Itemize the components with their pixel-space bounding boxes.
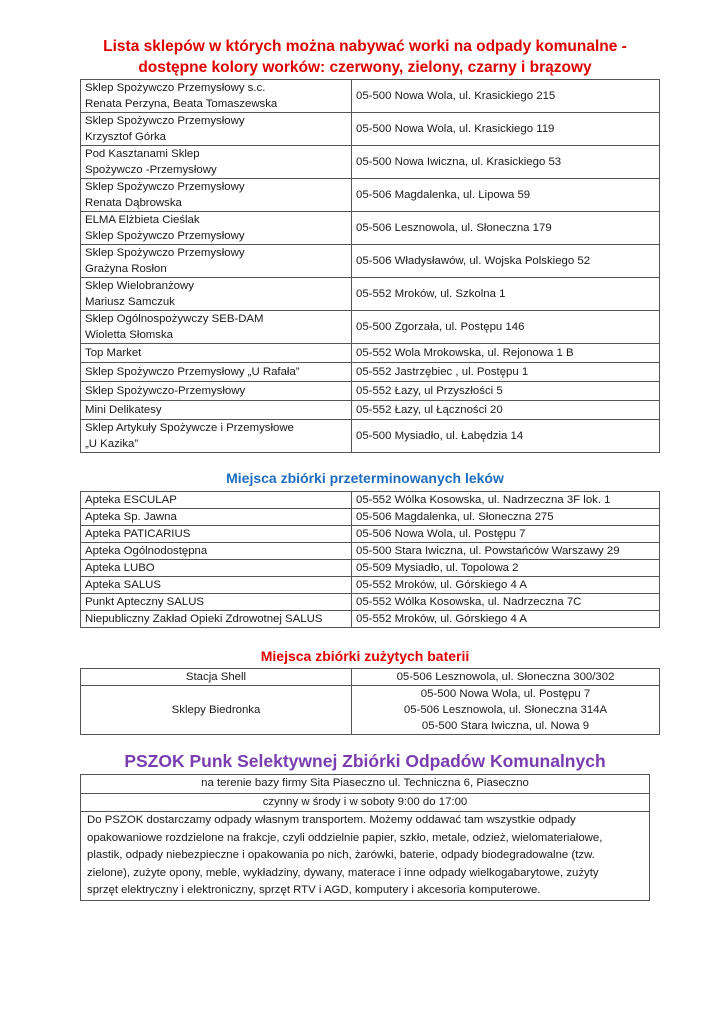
medicine-row — [81, 560, 660, 577]
shop-address: 05-500 Nowa Wola, ul. Krasickiego 215 — [352, 80, 660, 113]
shop-name-line: Sklep Artykuły Spożywcze i Przemysłowe — [85, 422, 294, 434]
shop-name — [81, 278, 352, 311]
shop-row — [81, 179, 660, 212]
pharmacy-name: Apteka Ogólnodostępna — [81, 543, 352, 560]
shop-address: 05-500 Mysiadło, ul. Łabędzia 14 — [352, 420, 660, 453]
shop-address: 05-552 Łazy, ul Przyszłości 5 — [352, 382, 660, 401]
pharmacy-address: 05-506 Nowa Wola, ul. Postępu 7 — [352, 526, 660, 543]
shop-address: 05-552 Wola Mrokowska, ul. Rejonowa 1 B — [352, 344, 660, 363]
pharmacy-address: 05-552 Mroków, ul. Górskiego 4 A — [352, 611, 660, 628]
medicine-row — [81, 577, 660, 594]
pszok-heading: PSZOK Punk Selektywnej Zbiórki Odpadów Komunalnych — [124, 751, 606, 771]
pharmacy-name: Apteka PATICARIUS — [81, 526, 352, 543]
battery-point-name: Sklepy Biedronka — [81, 686, 352, 735]
pszok-description-row — [81, 812, 650, 901]
pharmacy-address: 05-552 Wólka Kosowska, ul. Nadrzeczna 3F lok. 1 — [352, 492, 660, 509]
medicine-row — [81, 594, 660, 611]
shop-row — [81, 278, 660, 311]
shop-row — [81, 382, 660, 401]
shop-name-line: Krzysztof Górka — [85, 131, 167, 143]
pszok-location: na terenie bazy firmy Sita Piaseczno ul. Techniczna 6, Piaseczno — [81, 775, 650, 794]
shop-name-line: Top Market — [85, 347, 142, 359]
title-line-1: Lista sklepów w których można nabywać worki na odpady komunalne - — [103, 38, 627, 55]
shop-name-line: Pod Kasztanami Sklep — [85, 148, 200, 160]
shop-name-line: Mini Delikatesy — [85, 404, 162, 416]
shop-name — [81, 401, 352, 420]
medicine-row — [81, 492, 660, 509]
pszok-hours-row — [81, 793, 650, 812]
pszok-location-row — [81, 775, 650, 794]
shop-name-line: Sklep Spożywczo Przemysłowy — [85, 115, 245, 127]
pharmacy-address: 05-506 Magdalenka, ul. Słoneczna 275 — [352, 509, 660, 526]
shop-address: 05-500 Zgorzała, ul. Postępu 146 — [352, 311, 660, 344]
battery-address-line: 05-506 Lesznowola, ul. Słoneczna 300/302 — [396, 671, 615, 683]
medicines-table — [80, 491, 660, 628]
document-page — [80, 0, 650, 901]
shop-row — [81, 113, 660, 146]
shop-name-line: Mariusz Samczuk — [85, 296, 175, 308]
shop-row — [81, 146, 660, 179]
shop-row — [81, 420, 660, 453]
pszok-table — [80, 774, 650, 901]
shops-table — [80, 79, 660, 453]
title-line-2: dostępne kolory worków: czerwony, zielony, czarny i brązowy — [138, 59, 592, 76]
battery-point-name: Stacja Shell — [81, 669, 352, 686]
shop-address: 05-552 Jastrzębiec , ul. Postępu 1 — [352, 363, 660, 382]
pszok-hours: czynny w środy i w soboty 9:00 do 17:00 — [81, 793, 650, 812]
shop-name-line: ELMA Elżbieta Cieślak — [85, 214, 200, 226]
pszok-description-line: zielone), zużyte opony, meble, wykładziny, dywany, materace i inne odpady wielkogabarytowe, zużyty — [87, 866, 599, 879]
shop-name — [81, 382, 352, 401]
batteries-heading: Miejsca zbiórki zużytych baterii — [260, 648, 470, 664]
shop-name-line: Renata Dąbrowska — [85, 197, 182, 209]
shop-row — [81, 344, 660, 363]
medicine-row — [81, 509, 660, 526]
pszok-description-line: sprzęt elektryczny i elektroniczny, sprzęt RTV i AGD, komputery i akcesoria komputerowe. — [87, 884, 541, 896]
pharmacy-name: Apteka SALUS — [81, 577, 352, 594]
shop-name — [81, 363, 352, 382]
shop-name-line: Sklep Spożywczo Przemysłowy „U Rafała” — [85, 366, 300, 378]
medicine-row — [81, 543, 660, 560]
battery-address-line: 05-500 Nowa Wola, ul. Postępu 7 — [420, 688, 591, 700]
pharmacy-address: 05-552 Wólka Kosowska, ul. Nadrzeczna 7C — [352, 594, 660, 611]
shop-name-line: Sklep Ogólnospożywczy SEB-DAM — [85, 313, 264, 325]
shop-name-line: Sklep Spożywczo Przemysłowy — [85, 181, 245, 193]
battery-row — [81, 669, 660, 686]
shop-address: 05-500 Nowa Iwiczna, ul. Krasickiego 53 — [352, 146, 660, 179]
pszok-description — [81, 812, 650, 901]
pharmacy-address: 05-509 Mysiadło, ul. Topolowa 2 — [352, 560, 660, 577]
shop-address: 05-500 Nowa Wola, ul. Krasickiego 119 — [352, 113, 660, 146]
shop-name-line: Grażyna Rosłon — [85, 263, 167, 275]
pharmacy-name: Apteka ESCULAP — [81, 492, 352, 509]
shop-address: 05-506 Magdalenka, ul. Lipowa 59 — [352, 179, 660, 212]
pharmacy-name: Apteka Sp. Jawna — [81, 509, 352, 526]
shop-address: 05-552 Łazy, ul Łączności 20 — [352, 401, 660, 420]
battery-address-line: 05-506 Lesznowola, ul. Słoneczna 314A — [403, 704, 608, 716]
shop-row — [81, 212, 660, 245]
shop-name — [81, 311, 352, 344]
battery-point-addresses — [352, 686, 660, 735]
pharmacy-name: Apteka LUBO — [81, 560, 352, 577]
pharmacy-name: Punkt Apteczny SALUS — [81, 594, 352, 611]
shop-name — [81, 245, 352, 278]
page-title — [80, 36, 650, 78]
shop-address: 05-506 Lesznowola, ul. Słoneczna 179 — [352, 212, 660, 245]
shop-name — [81, 179, 352, 212]
shop-address: 05-552 Mroków, ul. Szkolna 1 — [352, 278, 660, 311]
shop-name-line: Sklep Spożywczo-Przemysłowy — [85, 385, 246, 397]
pszok-description-line: Do PSZOK dostarczamy odpady własnym transportem. Możemy oddawać tam wszystkie odpady — [87, 814, 576, 826]
shop-row — [81, 80, 660, 113]
shop-row — [81, 401, 660, 420]
shop-name-line: „U Kazika” — [85, 438, 139, 450]
shop-name — [81, 212, 352, 245]
pharmacy-address: 05-552 Mroków, ul. Górskiego 4 A — [352, 577, 660, 594]
shop-address: 05-506 Władysławów, ul. Wojska Polskiego 52 — [352, 245, 660, 278]
batteries-table — [80, 668, 660, 735]
pszok-description-line: plastik, odpady niebezpieczne i opakowania po nich, żarówki, baterie, odpady biodegradowalne (tzw. — [87, 849, 595, 861]
battery-point-addresses — [352, 669, 660, 686]
shop-name — [81, 344, 352, 363]
shop-name-line: Spożywczo -Przemysłowy — [85, 164, 217, 176]
pszok-description-line: opakowaniowe rozdzielone na frakcje, czyli oddzielnie papier, szkło, metale, odzież, wielomateriałowe, — [87, 831, 603, 844]
shop-name-line: Sklep Wielobranżowy — [85, 280, 194, 292]
pharmacy-name: Niepubliczny Zakład Opieki Zdrowotnej SALUS — [81, 611, 352, 628]
shop-row — [81, 311, 660, 344]
shop-name-line: Sklep Spożywczo Przemysłowy s.c. — [85, 82, 266, 94]
shop-name-line: Wioletta Słomska — [85, 329, 173, 341]
shop-name — [81, 146, 352, 179]
shop-name — [81, 420, 352, 453]
shop-name-line: Renata Perzyna, Beata Tomaszewska — [85, 98, 278, 110]
shop-name — [81, 113, 352, 146]
medicine-row — [81, 611, 660, 628]
shop-row — [81, 245, 660, 278]
shop-name — [81, 80, 352, 113]
battery-address-line: 05-500 Stara Iwiczna, ul. Nowa 9 — [421, 720, 590, 732]
pharmacy-address: 05-500 Stara Iwiczna, ul. Powstańców Warszawy 29 — [352, 543, 660, 560]
medicine-row — [81, 526, 660, 543]
shop-name-line: Sklep Spożywczo Przemysłowy — [85, 247, 245, 259]
shop-name-line: Sklep Spożywczo Przemysłowy — [85, 230, 245, 242]
medicines-heading: Miejsca zbiórki przeterminowanych leków — [226, 470, 504, 486]
battery-row — [81, 686, 660, 735]
shop-row — [81, 363, 660, 382]
